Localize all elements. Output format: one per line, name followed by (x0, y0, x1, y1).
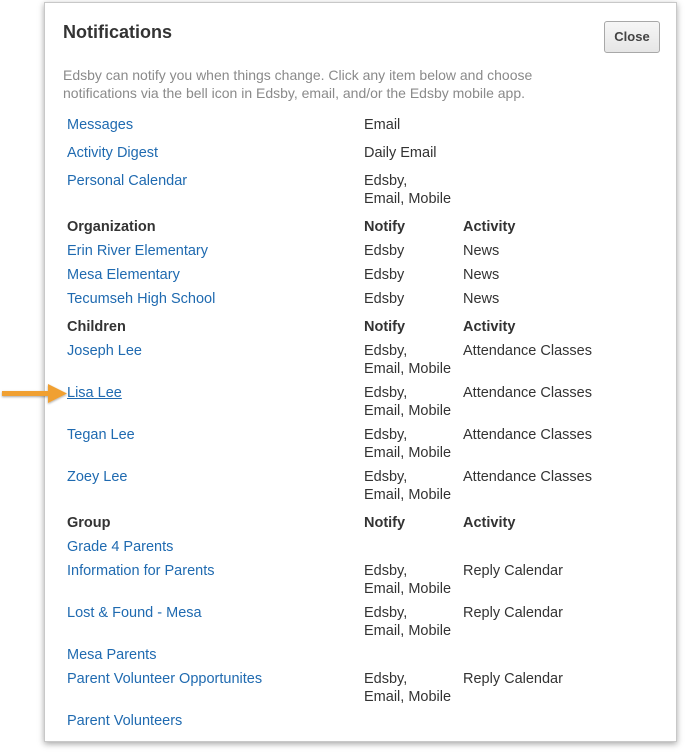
notify-value: Edsby, Email, Mobile (364, 173, 452, 207)
personal-calendar-link[interactable]: Personal Calendar (67, 173, 188, 189)
org-link[interactable]: Tecumseh High School (67, 291, 216, 307)
child-link-lisa-lee[interactable]: Lisa Lee (67, 385, 122, 401)
child-link[interactable]: Joseph Lee (67, 343, 142, 359)
intro-text: Edsby can notify you when things change. Click any item below and choose notifications via the bell icon in Edsby, email, and/or the Edsby mobile app. (63, 67, 533, 101)
notify-value: Daily Email (364, 145, 437, 161)
group-link[interactable]: Information for Parents (67, 563, 215, 579)
dialog-title: Notifications (63, 22, 173, 42)
org-link[interactable]: Mesa Elementary (67, 267, 180, 283)
group-link[interactable]: Parent Volunteer Opportunites (67, 671, 263, 687)
notify-value: Email (364, 117, 401, 133)
arrow-pointer-icon (0, 378, 70, 406)
child-link[interactable]: Tegan Lee (67, 427, 135, 443)
close-button[interactable]: Close (604, 21, 660, 53)
notifications-dialog: Notifications Close Edsby can notify you when things change. Click any item below and choose notifications via the bell icon in Edsby, email, and/or the Edsby mobile app. Messages Email Activity Digest Daily Email Personal Calendar Edsby, Email, Mobile Organization Notify Activity Erin River Elementary Edsby News Mesa Elementary Edsby News Tecumseh High School Edsby News Children Notify Activity Joseph Lee Edsby, Email, Mobile Attendance Classes Lisa Lee Edsby, Email, Mobile Attendance Classes Tegan Lee Edsby, Email, Mobile Attendance Classes Zoey Lee Edsby, Email, Mobile Attendance Classes Group Notify Activity Grade 4 Parents Information for Parents Edsby, Email, Mobile Reply Calendar Lost & Found - Mesa Edsby, Email, Mobile Reply Calendar Mesa Parents Parent Volunteer Opportunites Edsby, Email, Mobile Reply Calendar Parent Volunteers (44, 2, 677, 742)
messages-link[interactable]: Messages (67, 117, 134, 133)
group-link[interactable]: Mesa Parents (67, 647, 157, 663)
group-link[interactable]: Grade 4 Parents (67, 539, 174, 555)
org-link[interactable]: Erin River Elementary (67, 243, 209, 259)
group-link[interactable]: Lost & Found - Mesa (67, 605, 202, 621)
child-link[interactable]: Zoey Lee (67, 469, 128, 485)
group-link[interactable]: Parent Volunteers (67, 713, 183, 729)
activity-digest-link[interactable]: Activity Digest (67, 145, 159, 161)
